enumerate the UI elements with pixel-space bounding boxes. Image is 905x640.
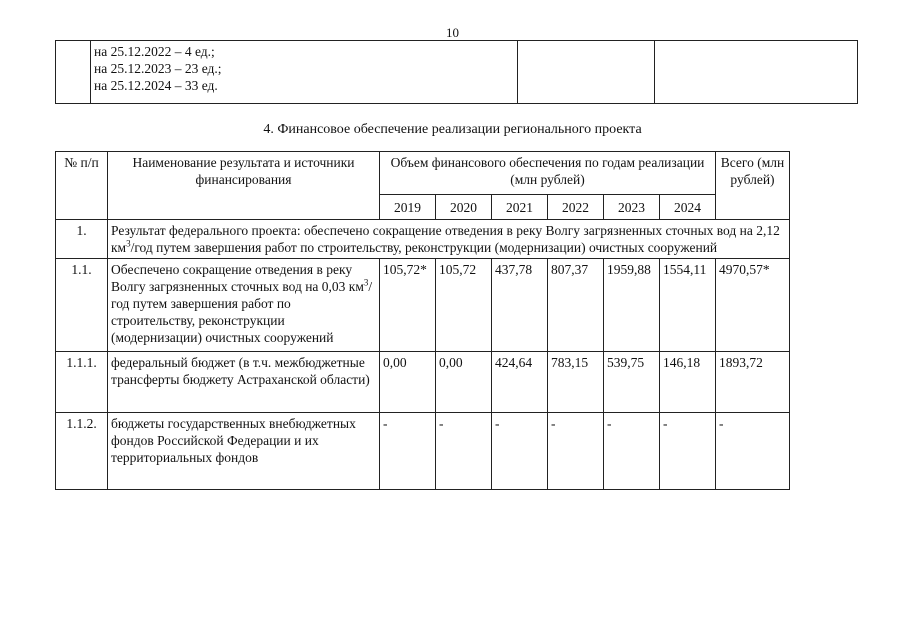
table-row xyxy=(56,413,790,490)
row-name-text: /год путем завершения работ по строительству, реконструкции (модернизации) очистных сооружений xyxy=(111,279,373,345)
value-cell: - xyxy=(548,413,604,490)
value-cell: - xyxy=(660,413,716,490)
financing-table xyxy=(55,151,790,490)
carry-empty-cell xyxy=(56,41,91,104)
header-year: 2021 xyxy=(492,195,548,220)
value-cell: - xyxy=(492,413,548,490)
carry-line: на 25.12.2022 – 4 ед.; xyxy=(94,44,215,59)
header-volume: Объем финансового обеспечения по годам реализации (млн рублей) xyxy=(380,152,716,195)
value-cell: 1554,11 xyxy=(660,259,716,352)
total-cell: 1893,72 xyxy=(716,352,790,413)
value-cell: 0,00 xyxy=(380,352,436,413)
value-cell: - xyxy=(604,413,660,490)
carry-text-cell xyxy=(91,41,518,104)
row-name-text: федеральный бюджет (в т.ч. межбюджетные трансферты бюджету Астраханской области) xyxy=(111,355,370,387)
value-cell: 1959,88 xyxy=(604,259,660,352)
row-name-text: бюджеты государственных внебюджетных фондов Российской Федерации и их территориальных фондов xyxy=(111,416,356,465)
result-text: /год путем завершения работ по строительству, реконструкции (модернизации) очистных сооружений xyxy=(130,240,718,255)
table-row xyxy=(56,220,790,259)
value-cell: 424,64 xyxy=(492,352,548,413)
total-cell: - xyxy=(716,413,790,490)
total-cell: 4970,57* xyxy=(716,259,790,352)
header-name: Наименование результата и источники финансирования xyxy=(108,152,380,220)
result-description xyxy=(108,220,790,259)
value-cell: 105,72* xyxy=(380,259,436,352)
value-cell: 539,75 xyxy=(604,352,660,413)
row-name xyxy=(108,352,380,413)
section-title: 4. Финансовое обеспечение реализации регионального проекта xyxy=(263,122,642,137)
row-name xyxy=(108,259,380,352)
value-cell: 437,78 xyxy=(492,259,548,352)
result-text: Результат федерального проекта: обеспечено сокращение отведения в реку Волгу загрязненных сточных вод на 2,12 км xyxy=(111,223,780,255)
header-total: Всего (млн рублей) xyxy=(716,152,790,220)
row-num: 1. xyxy=(56,220,108,259)
carry-empty-cell xyxy=(655,41,858,104)
value-cell: 807,37 xyxy=(548,259,604,352)
value-cell: 146,18 xyxy=(660,352,716,413)
header-num: № п/п xyxy=(56,152,108,220)
table-header-row xyxy=(56,152,790,195)
row-name-text: Обеспечено сокращение отведения в реку Волгу загрязненных сточных вод на 0,03 км xyxy=(111,262,364,294)
carry-empty-cell xyxy=(518,41,655,104)
result-sup: 3 xyxy=(126,238,131,249)
header-year: 2019 xyxy=(380,195,436,220)
page-number: 10 xyxy=(446,25,459,40)
table-row xyxy=(56,352,790,413)
header-year: 2022 xyxy=(548,195,604,220)
value-cell: 783,15 xyxy=(548,352,604,413)
value-cell: - xyxy=(380,413,436,490)
carry-line: на 25.12.2023 – 23 ед.; xyxy=(94,61,222,76)
header-year: 2024 xyxy=(660,195,716,220)
row-name-sup: 3 xyxy=(363,277,369,288)
header-year: 2023 xyxy=(604,195,660,220)
carry-over-table xyxy=(55,40,858,104)
carry-line: на 25.12.2024 – 33 ед. xyxy=(94,78,218,93)
value-cell: 105,72 xyxy=(436,259,492,352)
row-num: 1.1. xyxy=(56,259,108,352)
header-year: 2020 xyxy=(436,195,492,220)
row-name xyxy=(108,413,380,490)
table-row xyxy=(56,259,790,352)
value-cell: - xyxy=(436,413,492,490)
row-num: 1.1.1. xyxy=(56,352,108,413)
value-cell: 0,00 xyxy=(436,352,492,413)
row-num: 1.1.2. xyxy=(56,413,108,490)
